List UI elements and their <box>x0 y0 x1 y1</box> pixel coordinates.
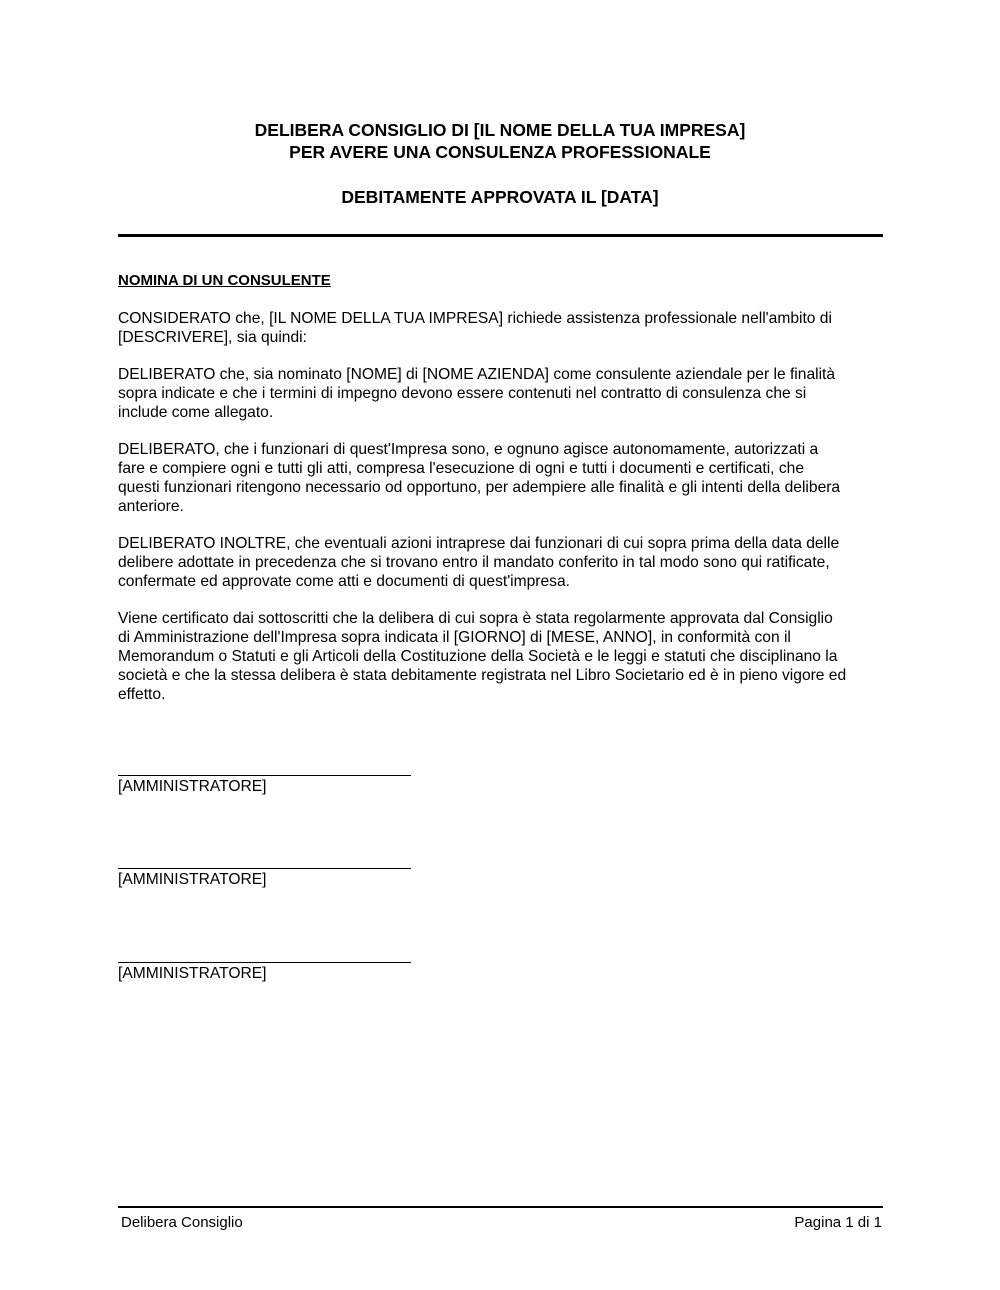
text-line: società e che la stessa delibera è stata debitamente registrata nel Libro Societario ed è in pieno vigore ed <box>118 667 847 684</box>
text-line: effetto. <box>118 686 166 703</box>
paragraph-deliberato-funzionari <box>118 440 898 516</box>
text-line: DELIBERATO, che i funzionari di quest'Impresa sono, e ognuno agisce autonomamente, autorizzati a <box>118 441 819 458</box>
text-line: DELIBERATO INOLTRE, che eventuali azioni intraprese dai funzionari di cui sopra prima della data delle <box>118 535 840 552</box>
document-title-line-1: DELIBERA CONSIGLIO DI [IL NOME DELLA TUA IMPRESA] <box>254 120 746 140</box>
signature-block-3 <box>118 962 411 983</box>
footer-document-name: Delibera Consiglio <box>121 1214 243 1231</box>
text-line: anteriore. <box>118 498 184 515</box>
text-line: sopra indicate e che i termini di impegno devono essere contenuti nel contratto di consulenza che si <box>118 385 807 402</box>
title-divider <box>118 234 883 237</box>
section-heading: NOMINA DI UN CONSULENTE <box>118 272 331 289</box>
document-title-line-2: PER AVERE UNA CONSULENZA PROFESSIONALE <box>289 142 711 162</box>
paragraph-deliberato-inoltre <box>118 534 898 591</box>
signature-block-2 <box>118 868 411 889</box>
text-line: delibere adottate in precedenza che si trovano entro il mandato conferito in tal modo sono qui ratificate, <box>118 554 830 571</box>
signature-line <box>118 962 411 963</box>
signature-label: [AMMINISTRATORE] <box>118 871 267 888</box>
text-line: Viene certificato dai sottoscritti che la delibera di cui sopra è stata regolarmente approvata dal Consiglio <box>118 610 833 627</box>
signature-line <box>118 775 411 776</box>
document-subtitle-date: DEBITAMENTE APPROVATA IL [DATA] <box>341 187 659 207</box>
document-body <box>118 309 898 722</box>
paragraph-certificazione <box>118 609 898 704</box>
signature-block-1 <box>118 775 411 796</box>
text-line: Memorandum o Statuti e gli Articoli della Costituzione della Società e le leggi e statuti che disciplinano la <box>118 648 838 665</box>
signature-line <box>118 868 411 869</box>
text-line: confermate ed approvate come atti e documenti di quest'impresa. <box>118 573 570 590</box>
text-line: include come allegato. <box>118 404 274 421</box>
footer-divider <box>118 1206 883 1208</box>
text-line: [DESCRIVERE], sia quindi: <box>118 329 307 346</box>
text-line: questi funzionari ritengono necessario od opportuno, per adempiere alle finalità e gli intenti della delibera <box>118 479 841 496</box>
paragraph-considerato <box>118 309 898 347</box>
text-line: DELIBERATO che, sia nominato [NOME] di [NOME AZIENDA] come consulente aziendale per le finalità <box>118 366 836 383</box>
footer-page-number: Pagina 1 di 1 <box>794 1214 882 1231</box>
paragraph-deliberato-nomina <box>118 365 898 422</box>
signature-label: [AMMINISTRATORE] <box>118 965 267 982</box>
text-line: fare e compiere ogni e tutti gli atti, compresa l'esecuzione di ogni e tutti i documenti e certificati, che <box>118 460 804 477</box>
signature-label: [AMMINISTRATORE] <box>118 778 267 795</box>
text-line: CONSIDERATO che, [IL NOME DELLA TUA IMPRESA] richiede assistenza professionale nell'ambito di <box>118 310 832 327</box>
text-line: di Amministrazione dell'Impresa sopra indicata il [GIORNO] di [MESE, ANNO], in conformità con il <box>118 629 791 646</box>
